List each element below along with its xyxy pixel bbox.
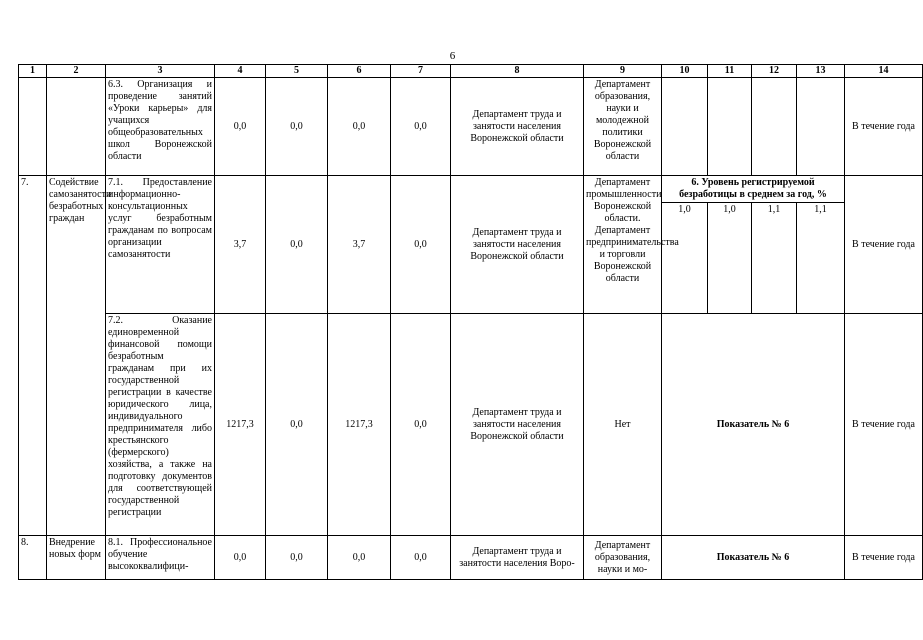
activity-7-2: 7.2. Оказание единовременной финансовой помощи безработным гражданам при их государственной регистрации в качестве юридического лица, индивидуального предпринимателя либо крестьянского (фермерского) хозяйства, а также на подготовку документов для соответствующей государственной регистрации <box>106 314 215 536</box>
table-row <box>19 78 923 176</box>
cell-value: 0,0 <box>266 78 328 176</box>
program-table <box>18 64 923 580</box>
cell-value: 1217,3 <box>328 314 391 536</box>
header-row <box>19 65 923 78</box>
col-header: 12 <box>752 65 797 78</box>
indicator-value: 1,1 <box>752 203 797 314</box>
table-row <box>19 314 923 536</box>
table-row <box>19 536 923 580</box>
executor: Департамент труда и занятости населения Воронежской области <box>451 78 584 176</box>
cell-value: 0,0 <box>391 78 451 176</box>
col-header: 13 <box>797 65 845 78</box>
activity-8-1: 8.1. Профессиональное обучение высококвалифици- <box>106 536 215 580</box>
indicator-ref: Показатель № 6 <box>662 536 845 580</box>
indicator-ref: Показатель № 6 <box>662 314 845 536</box>
deadline: В течение года <box>845 536 923 580</box>
cell-value: 1217,3 <box>215 314 266 536</box>
cell-num <box>19 78 47 176</box>
col-header: 4 <box>215 65 266 78</box>
col-header: 6 <box>328 65 391 78</box>
deadline: В течение года <box>845 176 923 314</box>
cell-value: 0,0 <box>266 314 328 536</box>
page-number: 6 <box>449 50 456 62</box>
task-name: Содействие самозанятости безработных граждан <box>47 176 106 536</box>
cell-value: 0,0 <box>391 314 451 536</box>
coexecutor: Департамент промышленности Воронежской области. Департамент предпринимательства и торговли Воронежской области <box>584 176 662 314</box>
executor: Департамент труда и занятости населения Воронежской области <box>451 314 584 536</box>
cell-num: 8. <box>19 536 47 580</box>
indicator-cell <box>752 78 797 176</box>
cell-value: 0,0 <box>266 176 328 314</box>
col-header: 9 <box>584 65 662 78</box>
cell-value: 3,7 <box>215 176 266 314</box>
indicator-value: 1,0 <box>662 203 708 314</box>
col-header: 11 <box>708 65 752 78</box>
cell-value: 0,0 <box>215 78 266 176</box>
indicator-cell <box>797 78 845 176</box>
col-header: 3 <box>106 65 215 78</box>
col-header: 1 <box>19 65 47 78</box>
col-header: 14 <box>845 65 923 78</box>
cell-num: 7. <box>19 176 47 536</box>
cell-value: 0,0 <box>215 536 266 580</box>
indicator-value: 1,0 <box>708 203 752 314</box>
deadline: В течение года <box>845 78 923 176</box>
executor: Департамент труда и занятости населения Воро- <box>451 536 584 580</box>
cell-value: 0,0 <box>266 536 328 580</box>
col-header: 2 <box>47 65 106 78</box>
coexecutor: Департамент образования, науки и мо- <box>584 536 662 580</box>
cell-task <box>47 78 106 176</box>
indicator-value: 1,1 <box>797 203 845 314</box>
col-header: 5 <box>266 65 328 78</box>
cell-value: 0,0 <box>391 536 451 580</box>
cell-value: 0,0 <box>328 78 391 176</box>
activity-6-3: 6.3. Организация и проведение занятий «Уроки карьеры» для учащихся общеобразовательных школ Воронежской области <box>106 78 215 176</box>
indicator-title: 6. Уровень регистрируемой безработицы в среднем за год, % <box>662 176 845 203</box>
col-header: 10 <box>662 65 708 78</box>
deadline: В течение года <box>845 314 923 536</box>
cell-value: 0,0 <box>391 176 451 314</box>
task-name: Внедрение новых форм <box>47 536 106 580</box>
coexecutor: Департамент образования, науки и молодежной политики Воронежской области <box>584 78 662 176</box>
coexecutor: Нет <box>584 314 662 536</box>
cell-value: 0,0 <box>328 536 391 580</box>
col-header: 8 <box>451 65 584 78</box>
executor: Департамент труда и занятости населения Воронежской области <box>451 176 584 314</box>
indicator-cell <box>708 78 752 176</box>
col-header: 7 <box>391 65 451 78</box>
activity-7-1: 7.1. Предоставление информационно-консультационных услуг безработным гражданам по вопросам организации самозанятости <box>106 176 215 314</box>
indicator-cell <box>662 78 708 176</box>
table-row <box>19 176 923 203</box>
cell-value: 3,7 <box>328 176 391 314</box>
